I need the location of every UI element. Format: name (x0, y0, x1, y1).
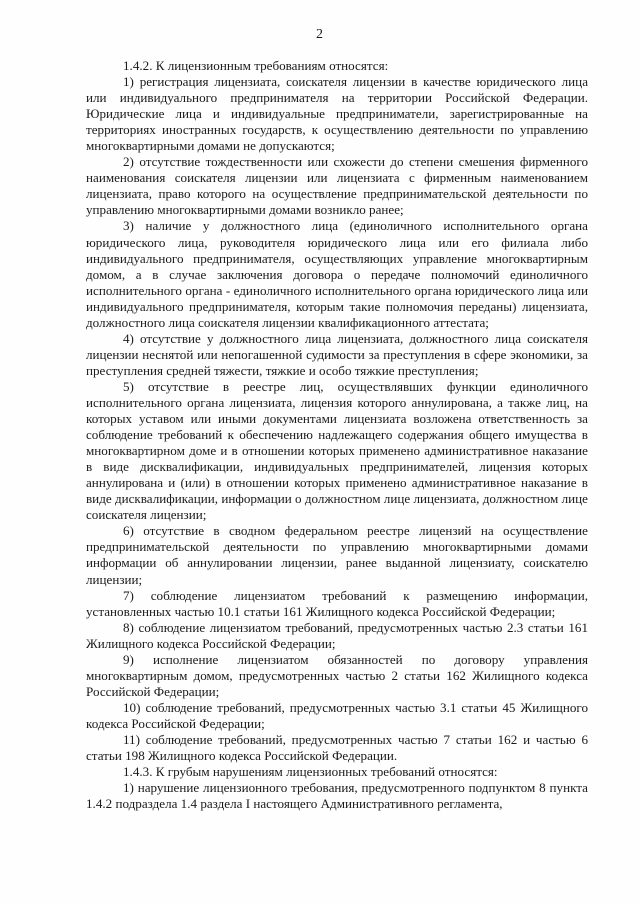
document-body (86, 58, 588, 812)
paragraph-item-4: 4) отсутствие у должностного лица лицензиата, должностного лица соискателя лицензии неснятой или непогашенной судимости за преступления в сфере экономики, за преступления средней тяжести, тяжкие и особо тяжкие преступления; (86, 330, 588, 378)
paragraph-item-11: 11) соблюдение требований, предусмотренных частью 7 статьи 162 и частью 6 статьи 198 Жилищного кодекса Российской Федерации. (86, 731, 588, 764)
paragraph-item-3: 3) наличие у должностного лица (единоличного исполнительного органа юридического лица, руководителя юридического лица или его филиала либо индивидуального предпринимателя, осуществляющих управление многоквартирным домом, а в случае заключения договора о передаче полномочий единоличного исполнительного органа - единоличного исполнительного органа юридического лица или индивидуального предпринимателя, которым такие полномочия переданы) лицензиата, должностного лица соискателя лицензии квалификационного аттестата; (86, 218, 588, 330)
paragraph-item-1: 1) регистрация лицензиата, соискателя лицензии в качестве юридического лица или индивидуального предпринимателя на территории Российской Федерации. Юридические лица и индивидуальные предприниматели, зарегистрированные на территориях иностранных государств, к осуществлению деятельности по управлению многоквартирными домами не допускаются; (86, 74, 588, 154)
paragraph-item-7: 7) соблюдение лицензиатом требований к размещению информации, установленных частью 10.1 статьи 161 Жилищного кодекса Российской Федерации; (86, 587, 588, 619)
paragraph-item-8: 8) соблюдение лицензиатом требований, предусмотренных частью 2.3 статьи 161 Жилищного кодекса Российской Федерации; (86, 619, 588, 651)
paragraph-item-9: 9) исполнение лицензиатом обязанностей по договору управления многоквартирным домом, предусмотренных частью 2 статьи 162 Жилищного кодекса Российской Федерации; (86, 651, 588, 699)
paragraph-item-2: 2) отсутствие тождественности или схожести до степени смешения фирменного наименования соискателя лицензии или лицензиата с фирменным наименованием лицензиата, право которого на осуществление предпринимательской деятельности по управлению многоквартирными домами возникло ранее; (86, 154, 588, 218)
page-number: 2 (316, 27, 323, 42)
paragraph-violation-item-1: 1) нарушение лицензионного требования, предусмотренного подпунктом 8 пункта 1.4.2 подраздела 1.4 раздела I настоящего Административного регламента, (86, 780, 588, 812)
paragraph-item-6: 6) отсутствие в сводном федеральном реестре лицензий на осуществление предпринимательской деятельности по управлению многоквартирными домами информации об аннулировании лицензии, ранее выданной лицензиату, соискателю лицензии; (86, 523, 588, 587)
paragraph-item-5: 5) отсутствие в реестре лиц, осуществлявших функции единоличного исполнительного органа лицензиата, лицензия которого аннулирована, а также лиц, на которых уставом или иными документами лицензиата возложена ответственность за соблюдение требований к обеспечению надлежащего содержания общего имущества в многоквартирном доме и в отношении которых применено административное наказание в виде дисквалификации, индивидуальных предпринимателей, лицензия которых аннулирована и (или) в отношении которых применено административное наказание в виде дисквалификации, информации о должностном лице лицензиата, должностном лице соискателя лицензии; (86, 378, 588, 523)
section-heading-1-4-2: 1.4.2. К лицензионным требованиям относятся: (123, 58, 389, 73)
paragraph-item-10: 10) соблюдение требований, предусмотренных частью 3.1 статьи 45 Жилищного кодекса Российской Федерации; (86, 699, 588, 731)
section-heading-1-4-3: 1.4.3. К грубым нарушениям лицензионных требований относятся: (123, 764, 498, 780)
